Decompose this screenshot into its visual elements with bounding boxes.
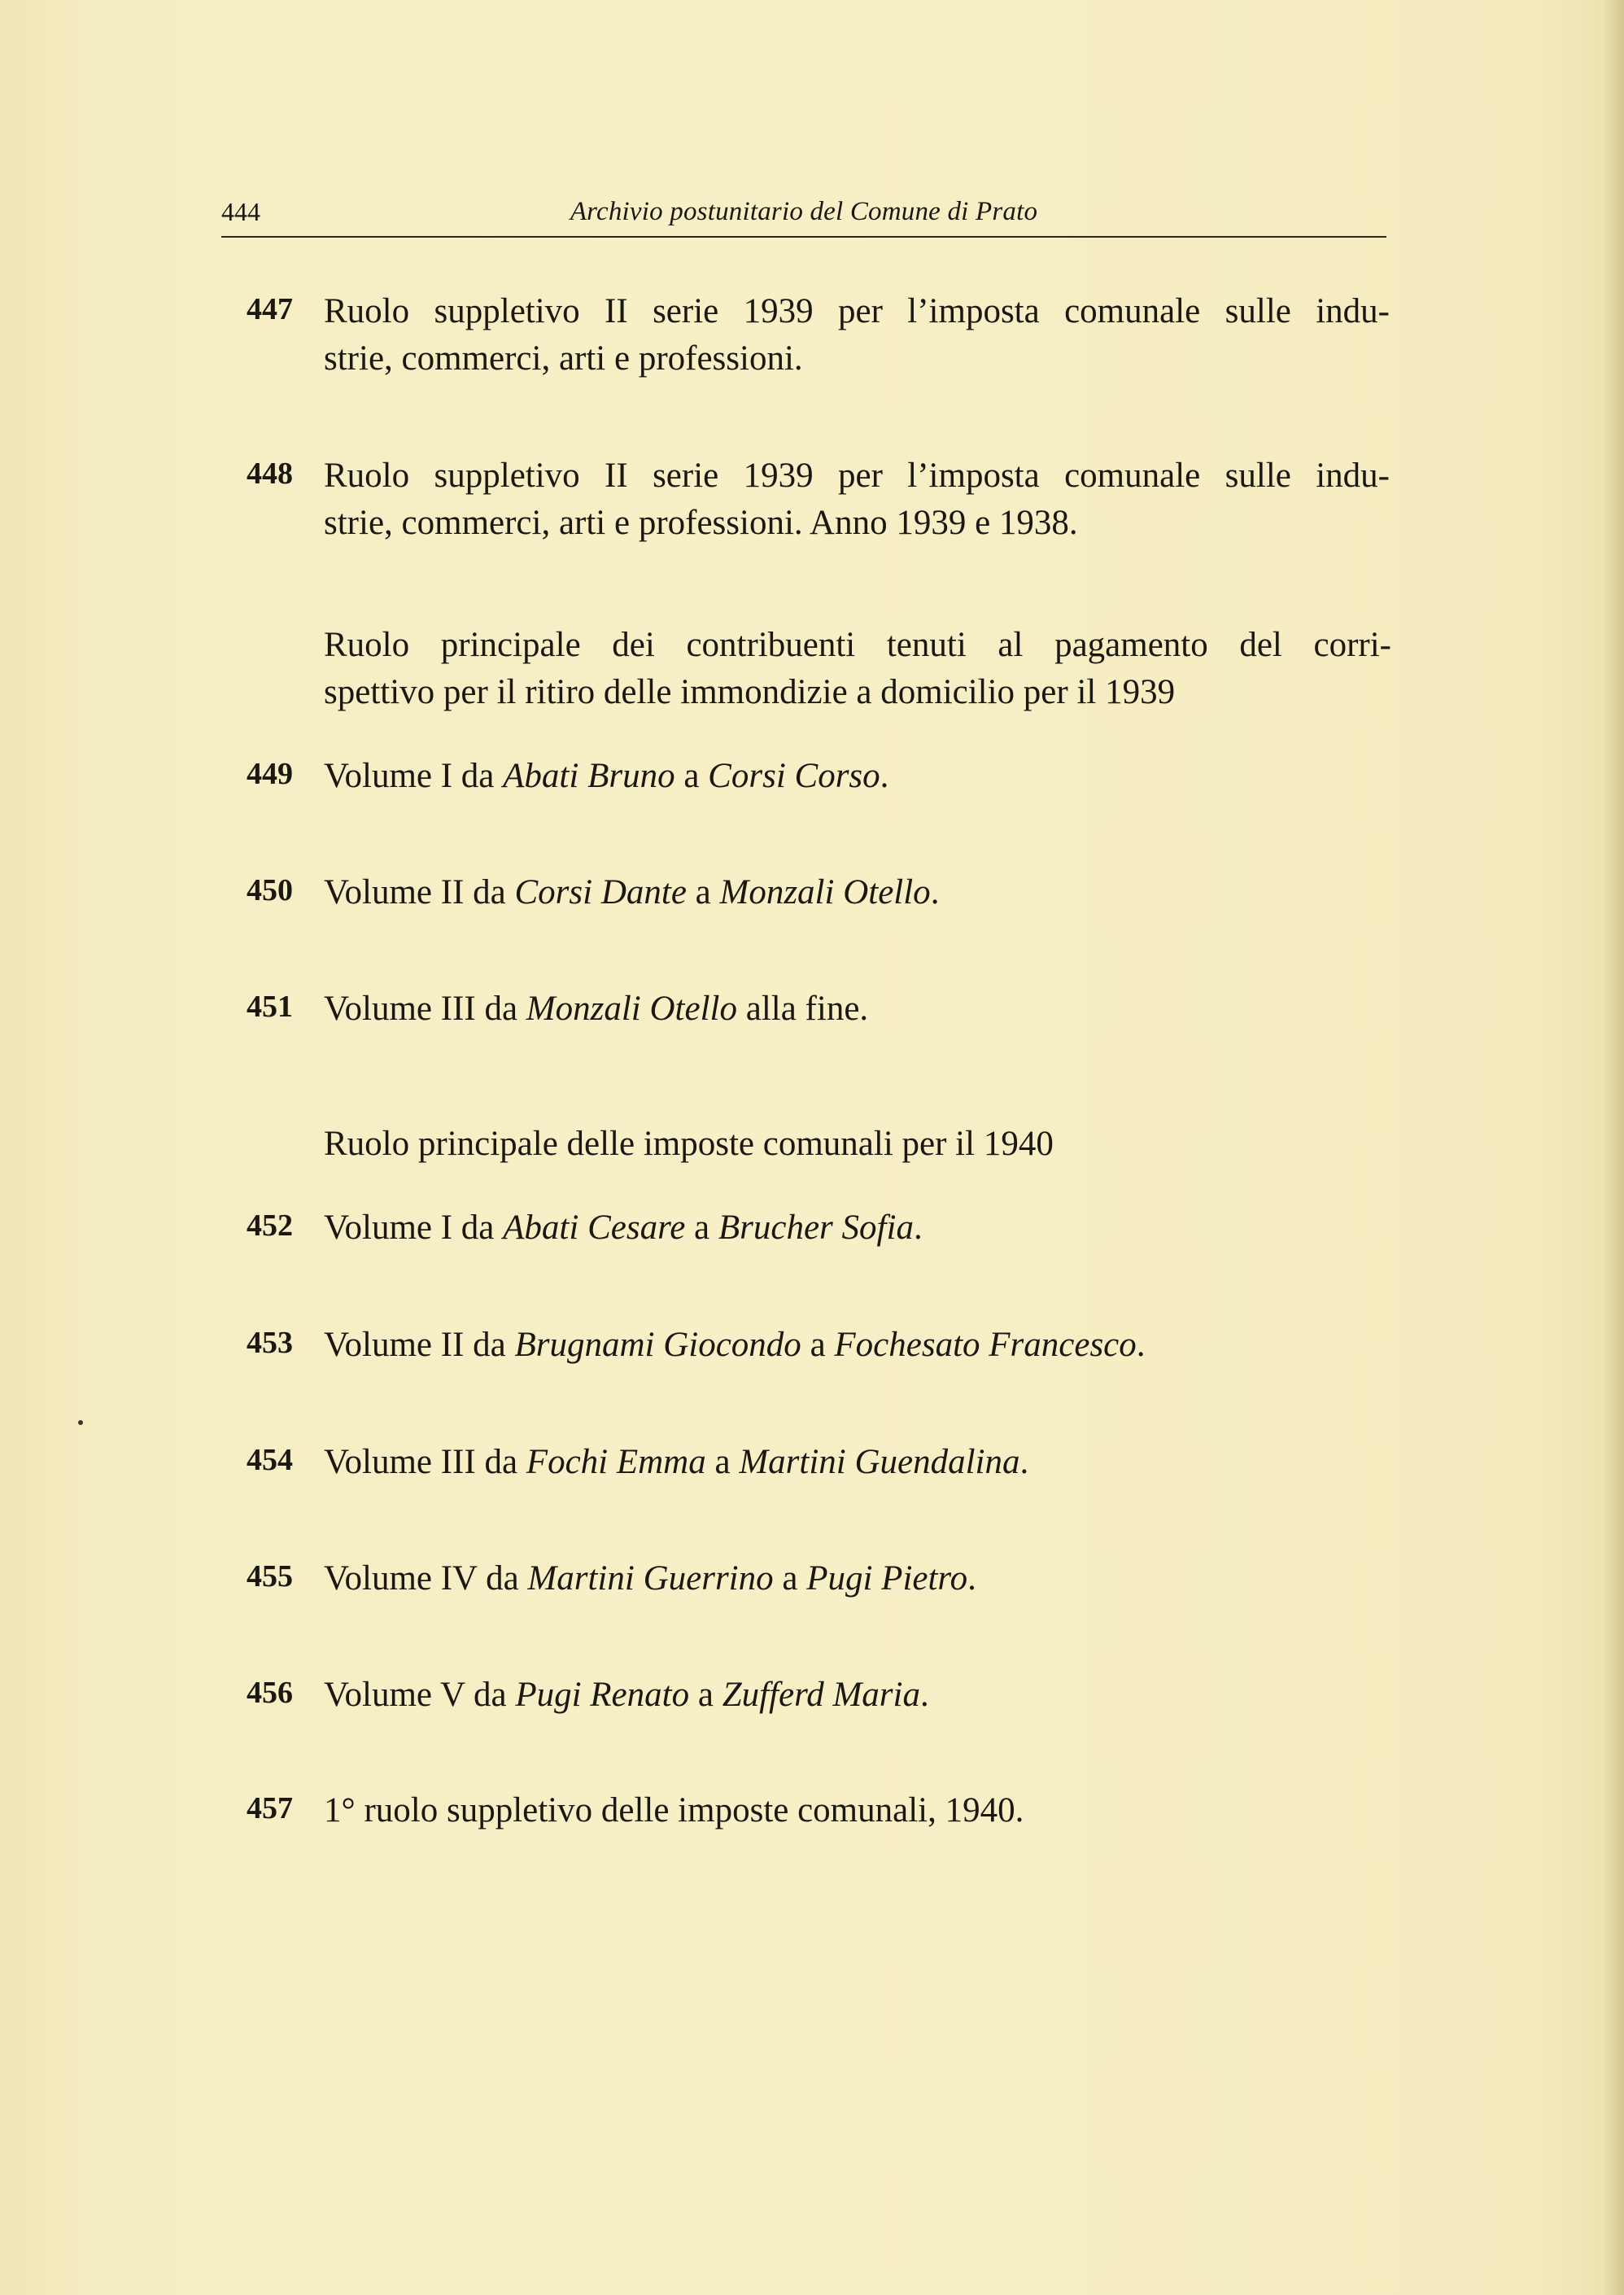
- entry-text: 1° ruolo suppletivo delle imposte comunali, 1940.: [324, 1791, 1024, 1829]
- name-to: Zufferd Maria: [722, 1676, 920, 1714]
- entry-text: [324, 1204, 1390, 1252]
- page-number: 444: [221, 197, 260, 226]
- entry-number: 455: [247, 1559, 293, 1593]
- entry-text: [324, 1555, 1390, 1602]
- heading-line: spettivo per il ritiro delle immondizie a domicilio per il 1939: [324, 673, 1176, 711]
- connector: a: [801, 1326, 835, 1364]
- entry-text: [324, 452, 1390, 547]
- name-from: Brugnami Giocondo: [514, 1326, 801, 1364]
- entry-text: [324, 753, 1390, 800]
- entry-text: [324, 1322, 1390, 1369]
- name-from: Pugi Renato: [515, 1676, 690, 1714]
- page-edge-shadow: [1603, 0, 1624, 2295]
- end-punct: .: [930, 873, 940, 911]
- volume-label: Volume V da: [324, 1676, 516, 1714]
- entry-text: [324, 1439, 1390, 1486]
- volume-label: Volume I da: [324, 1209, 504, 1247]
- entry-number: 450: [247, 873, 293, 907]
- connector: a: [773, 1559, 807, 1598]
- end-punct: .: [967, 1559, 976, 1598]
- entry-number: 456: [247, 1676, 293, 1710]
- volume-label: Volume II da: [324, 873, 515, 911]
- volume-label: Volume IV da: [324, 1559, 528, 1598]
- connector: a: [689, 1676, 723, 1714]
- entry-number: 451: [247, 990, 293, 1024]
- entry-text-line: strie, commerci, arti e professioni. Anno 1939 e 1938.: [324, 504, 1078, 542]
- end-punct: .: [880, 757, 889, 795]
- name-from: Monzali Otello: [526, 990, 737, 1028]
- name-from: Abati Cesare: [503, 1209, 686, 1247]
- entry-text: [324, 1672, 1390, 1719]
- entry-text-line: strie, commerci, arti e professioni.: [324, 339, 803, 378]
- heading-line: Ruolo principale delle imposte comunali per il 1940: [324, 1125, 1054, 1163]
- heading-line: Ruolo principale dei contribuenti tenuti al pagamento del corri-: [324, 626, 1391, 664]
- section-heading-1940: [324, 1121, 1391, 1168]
- stray-mark: [78, 1420, 83, 1425]
- name-from: Corsi Dante: [514, 873, 687, 911]
- name-from: Martini Guerrino: [527, 1559, 774, 1598]
- volume-label: Volume III da: [324, 990, 526, 1028]
- name-from: Abati Bruno: [503, 757, 675, 795]
- entry-text: [324, 986, 1390, 1033]
- name-to: Martini Guendalina: [739, 1443, 1020, 1481]
- entry-number: 453: [247, 1326, 293, 1360]
- name-from: Fochi Emma: [526, 1443, 706, 1481]
- name-to: Fochesato Francesco: [834, 1326, 1137, 1364]
- entry-text-line: Ruolo suppletivo II serie 1939 per l’imposta comunale sulle indu-: [324, 457, 1390, 495]
- connector: a: [685, 1209, 718, 1247]
- entry-number: 447: [247, 292, 293, 326]
- entry-text: [324, 869, 1390, 916]
- connector: a: [674, 757, 709, 795]
- end-punct: .: [919, 1676, 929, 1714]
- connector: a: [705, 1443, 740, 1481]
- section-heading-1939: [324, 622, 1391, 716]
- name-to: Corsi Corso: [708, 757, 880, 795]
- volume-label: Volume II da: [324, 1326, 515, 1364]
- entry-number: 457: [247, 1791, 293, 1825]
- end-punct: .: [913, 1209, 923, 1247]
- running-header: [221, 192, 1386, 238]
- name-to: Brucher Sofia: [718, 1209, 914, 1247]
- entry-number: 448: [247, 457, 293, 491]
- end-punct: .: [1136, 1326, 1146, 1364]
- running-title: Archivio postunitario del Comune di Prato: [570, 197, 1038, 226]
- connector: alla fine.: [736, 990, 869, 1028]
- entry-number: 454: [247, 1443, 293, 1477]
- entry-number: 449: [247, 757, 293, 791]
- name-to: Pugi Pietro: [806, 1559, 968, 1598]
- end-punct: .: [1019, 1443, 1029, 1481]
- entry-text: [324, 288, 1390, 382]
- volume-label: Volume I da: [324, 757, 504, 795]
- entry-number: 452: [247, 1209, 293, 1243]
- connector: a: [686, 873, 720, 911]
- entry-text-line: Ruolo suppletivo II serie 1939 per l’imposta comunale sulle indu-: [324, 292, 1390, 330]
- name-to: Monzali Otello: [719, 873, 931, 911]
- volume-label: Volume III da: [324, 1443, 526, 1481]
